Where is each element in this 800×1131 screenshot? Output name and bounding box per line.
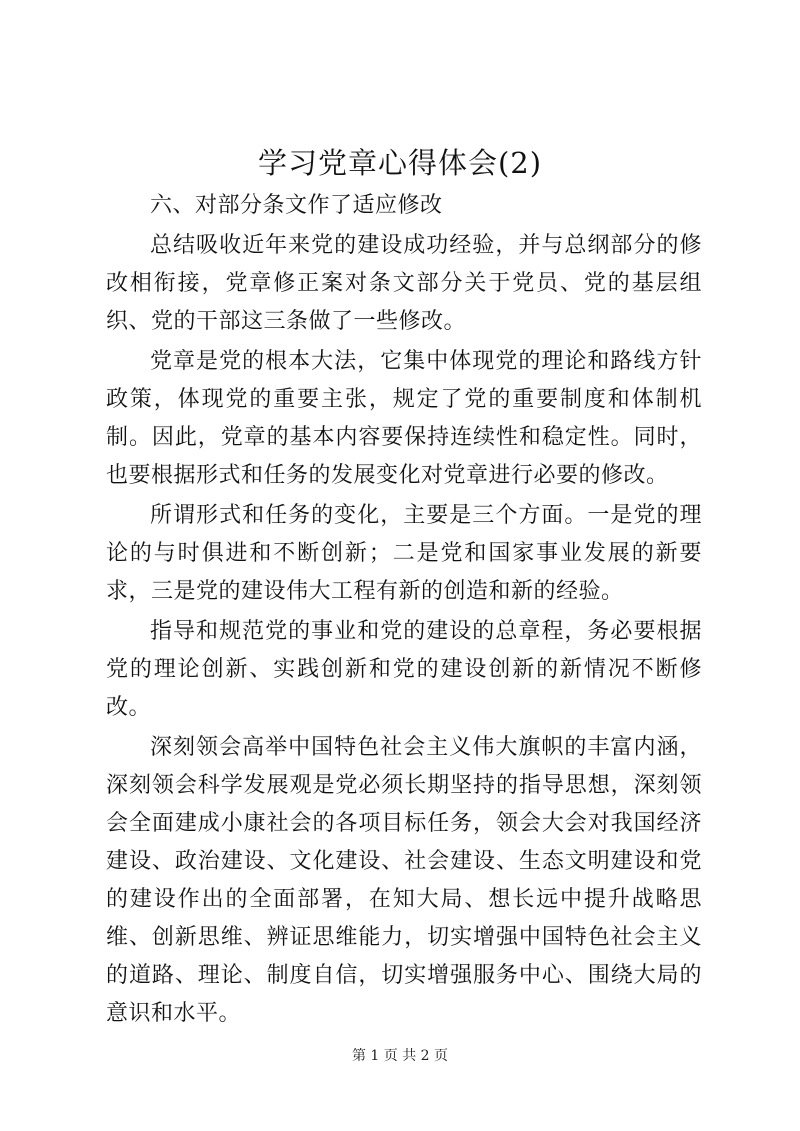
body-paragraph: 指导和规范党的事业和党的建设的总章程，务必要根据党的理论创新、实践创新和党的建设创新的新情况不断修改。 [106, 619, 702, 720]
body-paragraph: 深刻领会高举中国特色社会主义伟大旗帜的丰富内涵，深刻领会科学发展观是党必须长期坚持的指导思想，深刻领会全面建成小康社会的各项目标任务，领会大会对我国经济建设、政治建设、文化建设、社会建设、生态文明建设和党的建设作出的全面部署，在知大局、想长远中提升战略思维、创新思维、辨证思维能力，切实增强中国特色社会主义的道路、理论、制度自信，切实增强服务中心、围绕大局的意识和水平。 [106, 735, 702, 1026]
body-paragraph: 总结吸收近年来党的建设成功经验，并与总纲部分的修改相衔接，党章修正案对条文部分关于党员、党的基层组织、党的干部这三条做了一些修改。 [106, 233, 702, 334]
document-body [106, 187, 702, 1033]
page-footer: 第 1 页 共 2 页 [351, 1048, 449, 1064]
section-heading-paragraph: 六、对部分条文作了适应修改 [150, 193, 443, 218]
document-title: 学习党章心得体会(2) [257, 146, 543, 180]
body-paragraph: 党章是党的根本大法，它集中体现党的理论和路线方针政策，体现党的重要主张，规定了党的重要制度和体制机制。因此，党章的基本内容要保持连续性和稳定性。同时，也要根据形式和任务的发展变化对党章进行必要的修改。 [106, 349, 702, 488]
body-paragraph: 所谓形式和任务的变化，主要是三个方面。一是党的理论的与时俱进和不断创新；二是党和国家事业发展的新要求，三是党的建设伟大工程有新的创造和新的经验。 [106, 503, 702, 604]
